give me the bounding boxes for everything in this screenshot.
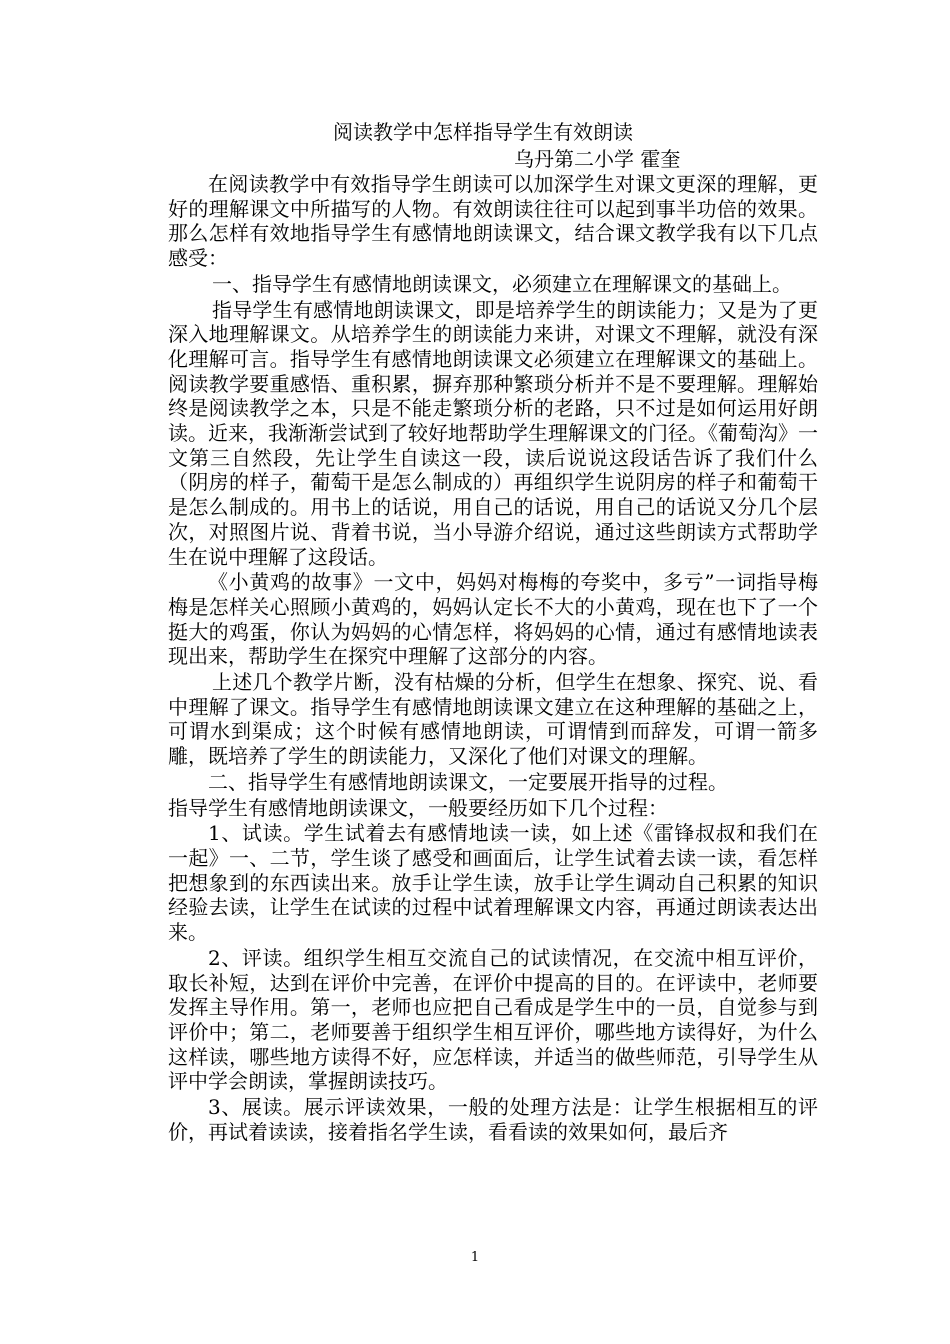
section-heading-2: 二、指导学生有感情地朗读课文，一定要展开指导的过程。 bbox=[208, 769, 728, 794]
paragraph-trial-reading: 1、试读。学生试着去有感情地读一读，如上述《雷锋叔叔和我们在一起》一、二节，学生谈了感受和画面后，让学生试着去读一读，看怎样把想象到的东西读出来。放手让学生读，放手让学生调动自己积累的知识经验去读，让学生在试读的过程中试着理解课文内容，再通过朗读表达出来。 bbox=[168, 821, 818, 945]
paragraph-intro: 在阅读教学中有效指导学生朗读可以加深学生对课文更深的理解，更好的理解课文中所描写的人物。有效朗读往往可以起到事半功倍的效果。那么怎样有效地指导学生有感情地朗读课文，结合课文教学我有以下几点感受： bbox=[168, 172, 818, 271]
paragraph-little-yellow-chick: 《小黄鸡的故事》一文中，妈妈对梅梅的夸奖中，多亏”一词指导梅梅是怎样关心照顾小黄鸡的，妈妈认定长不大的小黄鸡，现在也下了一个挺大的鸡蛋，你认为妈妈的心情怎样，将妈妈的心情，通过有感情地读表现出来，帮助学生在探究中理解了这部分的内容。 bbox=[168, 570, 818, 669]
section-heading-1: 一、指导学生有感情地朗读课文，必须建立在理解课文的基础上。 bbox=[212, 271, 792, 296]
document-title: 阅读教学中怎样指导学生有效朗读 bbox=[333, 120, 633, 144]
paragraph-showcase-reading: 3、展读。展示评读效果，一般的处理方法是：让学生根据相互的评价，再试着读读，接着指名学生读，看看读的效果如何，最后齐 bbox=[168, 1095, 818, 1144]
page-number: 1 bbox=[470, 1250, 480, 1265]
paragraph-teaching-fragments: 上述几个教学片断，没有枯燥的分析，但学生在想象、探究、说、看中理解了课文。指导学生有感情地朗读课文建立在这种理解的基础之上，可谓水到渠成；这个时候有感情地朗读，可谓情到而辞发，可谓一箭多雕，既培养了学生的朗读能力，又深化了他们对课文的理解。 bbox=[168, 670, 818, 769]
paragraph-evaluative-reading: 2、评读。组织学生相互交流自己的试读情况，在交流中相互评价，取长补短，达到在评价中完善，在评价中提高的目的。在评读中，老师要发挥主导作用。第一，老师也应把自己看成是学生中的一员，自觉参与到评价中；第二，老师要善于组织学生相互评价，哪些地方读得好，为什么这样读，哪些地方读得不好，应怎样读，并适当的做些师范，引导学生从评中学会朗读，掌握朗读技巧。 bbox=[168, 945, 818, 1094]
document-author: 乌丹第二小学 霍奎 bbox=[514, 147, 681, 171]
document-body bbox=[168, 118, 818, 1145]
paragraph-process-intro: 指导学生有感情地朗读课文，一般要经历如下几个过程： bbox=[168, 795, 668, 820]
paragraph-understanding: 指导学生有感情地朗读课文，即是培养学生的朗读能力；又是为了更深入地理解课文。从培养学生的朗读能力来讲，对课文不理解，就没有深化理解可言。指导学生有感情地朗读课文必须建立在理解课文的基础上。阅读教学要重感悟、重积累，摒弃那种繁琐分析并不是不要理解。理解始终是阅读教学之本，只是不能走繁琐分析的老路，只不过是如何运用好朗读。近来，我渐渐尝试到了较好地帮助学生理解课文的门径。《葡萄沟》一文第三自然段，先让学生自读这一段，读后说说这段话告诉了我们什么（阴房的样子，葡萄干是怎么制成的）再组织学生说阴房的样子和葡萄干是怎么制成的。用书上的话说，用自己的话说，用自己的话说又分几个层次，对照图片说、背着书说，当小导游介绍说，通过这些朗读方式帮助学生在说中理解了这段话。 bbox=[168, 297, 818, 569]
